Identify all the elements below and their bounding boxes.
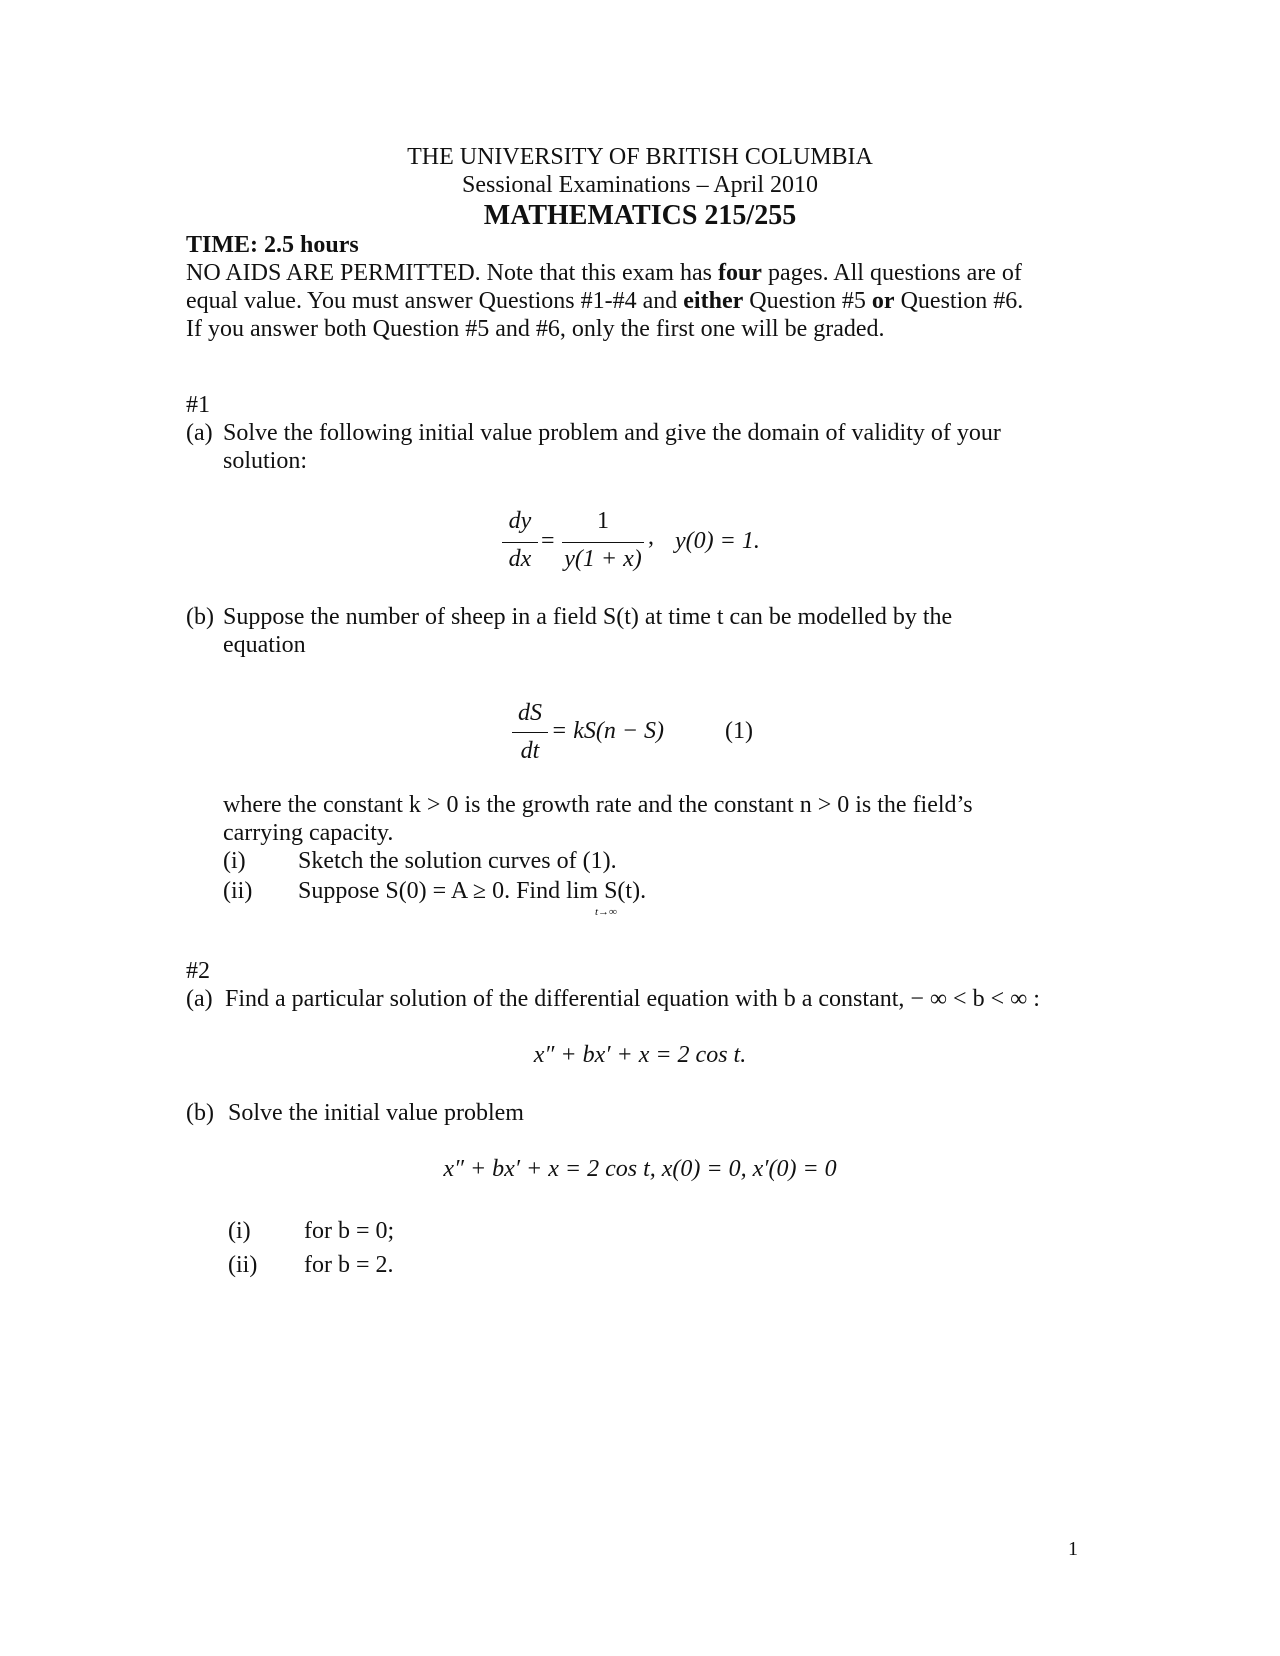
eq1b-tag: (1) [725,718,753,744]
q2a-label: (a) [186,986,213,1012]
q2b-label: (b) [186,1100,214,1126]
q1a-text-1: Solve the following initial value problem and give the domain of validity of your [223,420,1001,446]
eq1a-num-left: dy [508,508,532,534]
eq2a: x″ + bx′ + x = 2 cos t. [533,1042,747,1068]
eq1b-den: dt [520,738,540,764]
instr-1c: pages. All questions are of [761,260,1022,286]
q1-number: #1 [186,392,210,418]
q2b-sub-i-label: (i) [228,1218,251,1244]
q1b-sub-ii-text: Suppose S(0) = A ≥ 0. Find lim S(t). [298,878,647,904]
instr-2e: Question #6. [894,288,1024,314]
q2b-sub-ii-text: for b = 2. [304,1252,394,1278]
eq1a-initial-condition: y(0) = 1. [675,528,760,554]
exam-session: Sessional Examinations – April 2010 [462,172,818,198]
eq2b: x″ + bx′ + x = 2 cos t, x(0) = 0, x′(0) = 0 [443,1156,837,1182]
q1b-sub-i-text: Sketch the solution curves of (1). [298,848,617,874]
q2b-sub-ii-label: (ii) [228,1252,258,1278]
instr-2b: either [683,288,744,314]
q1b-text-3: where the constant k > 0 is the growth rate and the constant n > 0 is the field’s [223,792,973,818]
eq1a-comma: , [648,524,654,550]
instr-1a: NO AIDS ARE PERMITTED. Note that this exam has [186,260,718,286]
q1b-sub-i-label: (i) [223,848,246,874]
page-number: 1 [1068,1538,1078,1560]
eq1a-equals: = [541,528,555,554]
q1b-label: (b) [186,604,214,630]
eq1b-num: dS [518,700,542,726]
q2b-sub-i-text: for b = 0; [304,1218,395,1244]
q2b-text: Solve the initial value problem [228,1100,524,1126]
eq1b-bar [512,732,548,733]
q1b-text-2: equation [223,632,306,658]
instructions-line-3: If you answer both Question #5 and #6, only the first one will be graded. [186,316,885,342]
instr-2c: Question #5 [743,288,872,314]
eq1a-den-right: y(1 + x) [564,546,642,572]
eq1a-bar-left [502,542,538,543]
time-allowed: TIME: 2.5 hours [186,232,359,258]
instructions-line-1 [186,260,1022,287]
eq1a-num-right: 1 [597,508,609,534]
q1b-text-1: Suppose the number of sheep in a field S(t) at time t can be modelled by the [223,604,953,630]
q1a-label: (a) [186,420,213,446]
eq1a-den-left: dx [508,546,532,572]
q1b-text-4: carrying capacity. [223,820,394,846]
q1a-text-2: solution: [223,448,308,474]
q2-number: #2 [186,958,210,984]
instructions-line-2 [186,288,1023,315]
q2a-text: Find a particular solution of the differential equation with b a constant, − ∞ < b < ∞ : [225,986,1040,1012]
instr-2a: equal value. You must answer Questions #1-#4 and [186,288,684,314]
instr-1b: four [717,260,762,286]
university-name: THE UNIVERSITY OF BRITISH COLUMBIA [407,144,873,170]
course-title: MATHEMATICS 215/255 [483,200,797,231]
eq1a-bar-right [562,542,644,543]
q1b-sub-ii-label: (ii) [223,878,253,904]
q1b-limit-subscript: t→∞ [595,906,617,918]
eq1b-rhs: = kS(n − S) [551,718,665,744]
instr-2d: or [871,288,895,314]
